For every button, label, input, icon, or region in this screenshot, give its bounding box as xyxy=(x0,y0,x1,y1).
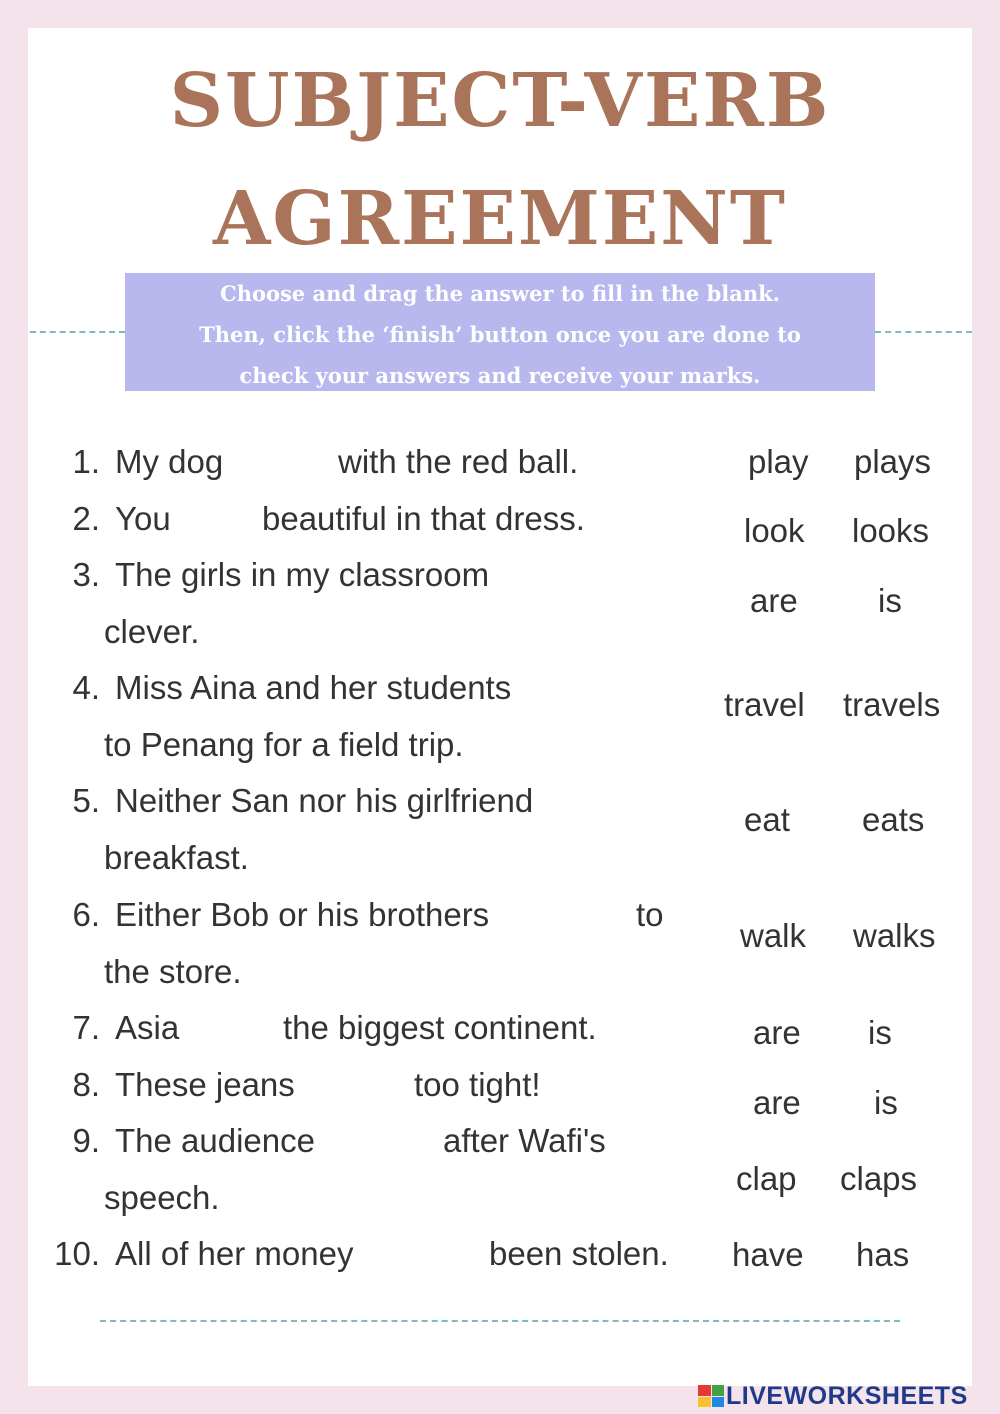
question-number: 7. xyxy=(72,1009,100,1046)
option-have[interactable]: have xyxy=(732,1236,804,1273)
option-are[interactable]: are xyxy=(750,582,798,619)
divider-right xyxy=(875,331,972,333)
option-are[interactable]: are xyxy=(753,1084,801,1121)
option-is[interactable]: is xyxy=(868,1014,892,1051)
option-play[interactable]: play xyxy=(748,443,809,480)
question-text: with the red ball. xyxy=(338,443,579,480)
question-text: Miss Aina and her students xyxy=(115,669,512,706)
question-number: 3. xyxy=(72,556,100,593)
question-number: 1. xyxy=(72,443,100,480)
option-travel[interactable]: travel xyxy=(724,686,805,723)
question-text: You xyxy=(115,500,171,537)
question-text: the store. xyxy=(104,953,242,990)
question-number: 9. xyxy=(72,1122,100,1159)
question-text: Asia xyxy=(115,1009,180,1046)
question-text: too tight! xyxy=(414,1066,541,1103)
option-plays[interactable]: plays xyxy=(854,443,932,480)
divider-left xyxy=(30,331,125,333)
option-are[interactable]: are xyxy=(753,1014,801,1051)
question-text: speech. xyxy=(104,1179,220,1216)
option-looks[interactable]: looks xyxy=(852,512,930,549)
option-eat[interactable]: eat xyxy=(744,801,790,838)
question-text: been stolen. xyxy=(489,1235,669,1272)
liveworksheets-icon xyxy=(698,1385,724,1407)
option-clap[interactable]: clap xyxy=(736,1160,797,1197)
option-is[interactable]: is xyxy=(878,582,902,619)
question-text: My dog xyxy=(115,443,224,480)
question-text: to xyxy=(636,896,664,933)
option-walks[interactable]: walks xyxy=(853,917,936,954)
question-text: All of her money xyxy=(115,1235,354,1272)
option-walk[interactable]: walk xyxy=(740,917,807,954)
brand-name: LIVEWORKSHEETS xyxy=(726,1381,968,1410)
question-number: 8. xyxy=(72,1066,100,1103)
question-text: beautiful in that dress. xyxy=(262,500,585,537)
instructions-line-3: check your answers and receive your marks. xyxy=(239,363,761,388)
instructions-line-2: Then, click the ‘finish’ button once you are done to xyxy=(199,322,801,347)
option-claps[interactable]: claps xyxy=(840,1160,918,1197)
question-text: the biggest continent. xyxy=(283,1009,597,1046)
question-number: 4. xyxy=(72,669,100,706)
option-has[interactable]: has xyxy=(856,1236,910,1273)
option-look[interactable]: look xyxy=(744,512,805,549)
option-is[interactable]: is xyxy=(874,1084,898,1121)
question-number: 2. xyxy=(72,500,100,537)
instructions-line-1: Choose and drag the answer to fill in the blank. xyxy=(219,281,780,306)
question-text: breakfast. xyxy=(104,839,249,876)
title-line-2: AGREEMENT xyxy=(213,176,787,262)
question-number: 6. xyxy=(72,896,100,933)
question-text: The audience xyxy=(115,1122,315,1159)
question-text: after Wafi's xyxy=(443,1122,606,1159)
question-text: The girls in my classroom xyxy=(115,556,490,593)
divider-bottom xyxy=(100,1320,900,1322)
option-eats[interactable]: eats xyxy=(862,801,925,838)
question-text: to Penang for a field trip. xyxy=(104,726,464,763)
option-travels[interactable]: travels xyxy=(843,686,941,723)
title-line-1: SUBJECT-VERB xyxy=(169,58,831,144)
question-text: clever. xyxy=(104,613,200,650)
question-text: Neither San nor his girlfriend xyxy=(115,782,534,819)
question-number: 10. xyxy=(54,1235,100,1272)
question-text: Either Bob or his brothers xyxy=(115,896,490,933)
question-number: 5. xyxy=(72,782,100,819)
question-text: These jeans xyxy=(115,1066,295,1103)
instructions-box xyxy=(125,273,875,391)
brand-logo xyxy=(698,1382,968,1410)
